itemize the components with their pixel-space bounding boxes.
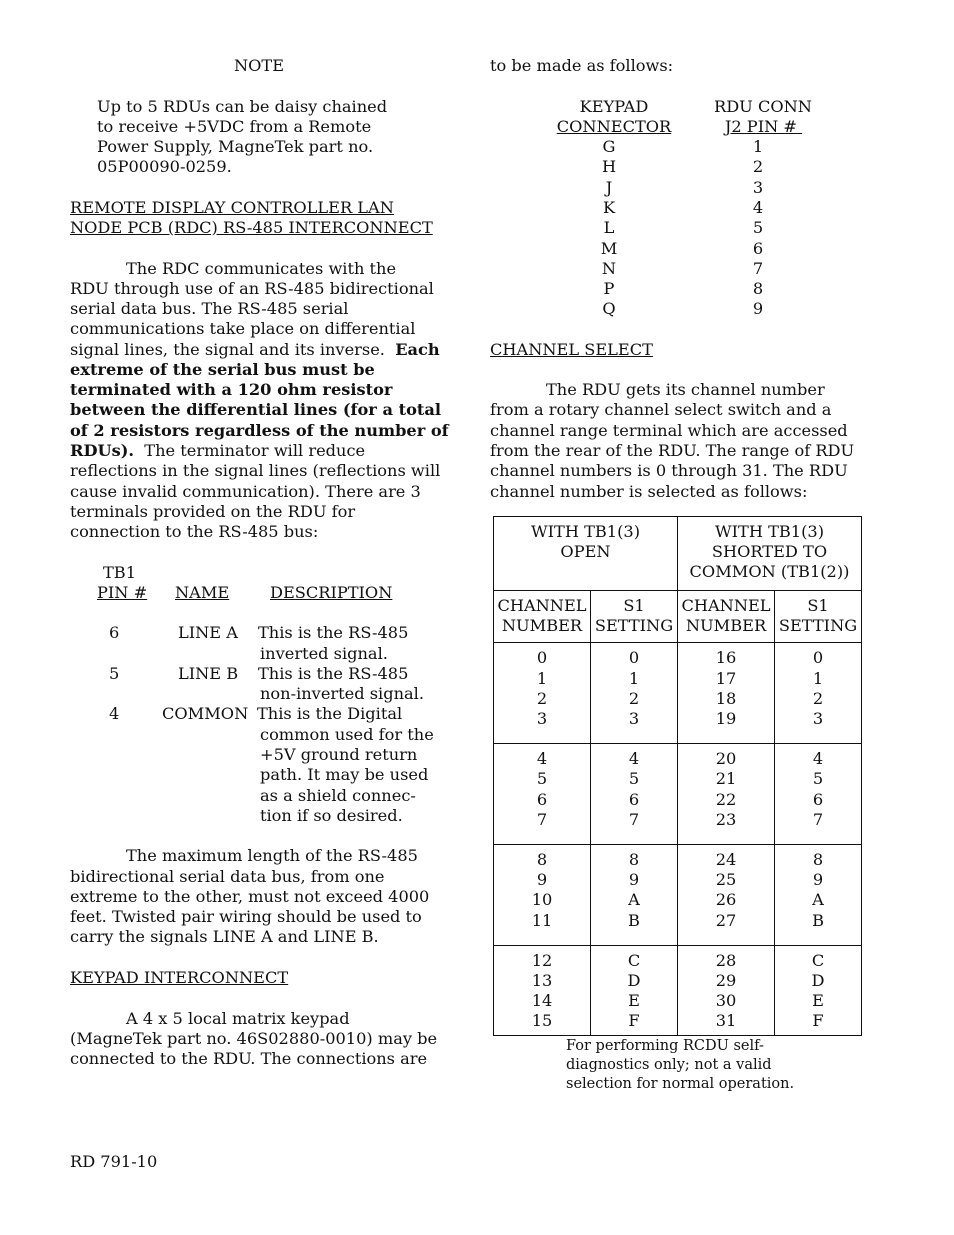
- channel-value: 24: [715, 850, 737, 870]
- keypad-connector-cell: Q: [602, 299, 616, 319]
- channel-para-line: channel numbers is 0 through 31. The RDU: [490, 461, 848, 480]
- channel-value: 9: [536, 870, 548, 890]
- header-line: WITH TB1(3): [715, 522, 825, 541]
- channel-value: 1: [628, 668, 640, 688]
- rdc-para-bold-line: extreme of the serial bus must be: [70, 360, 375, 379]
- tb1-name: LINE B: [178, 664, 239, 683]
- channel-number-open-cell: [494, 643, 591, 744]
- channel-value: 7: [536, 809, 548, 829]
- channel-value: 20: [715, 749, 737, 769]
- channel-value: A: [628, 890, 640, 910]
- rdc-para-text: signal lines, the signal and its inverse.: [70, 340, 396, 359]
- channel-value: 29: [715, 971, 737, 991]
- channel-value: 13: [531, 971, 553, 991]
- rdc-para-line: serial data bus. The RS-485 serial: [70, 299, 349, 318]
- channel-table-group-header-row: [494, 517, 862, 591]
- rdc-para-bold-line: of 2 resistors regardless of the number of: [70, 421, 449, 440]
- keypad-connector-cell: H: [601, 157, 617, 177]
- channel-value: 4: [812, 749, 824, 769]
- footnote-line: For performing RCDU self-: [566, 1038, 764, 1054]
- channel-value: 31: [715, 1011, 737, 1031]
- s1-setting-open-cell: [591, 945, 678, 1035]
- tb1-pin: 6: [109, 623, 120, 642]
- s1-setting-shorted-cell: [775, 643, 862, 744]
- channel-value: 21: [715, 769, 737, 789]
- channel-value: 0: [628, 648, 640, 668]
- channel-number-open-cell: [494, 744, 591, 845]
- channel-value: 5: [812, 769, 824, 789]
- s1-setting-shorted-cell: [775, 945, 862, 1035]
- max-para-line: extreme to the other, must not exceed 4000: [70, 887, 430, 906]
- channel-value: 1: [812, 668, 824, 688]
- channel-table-subheader-row: [494, 591, 862, 643]
- rdu-pin-cell: 5: [752, 218, 764, 238]
- max-para-line: carry the signals LINE A and LINE B.: [70, 927, 379, 946]
- rdc-para-bold-line: between the differential lines (for a total: [70, 400, 441, 419]
- rdc-para-bold-text: Each: [395, 340, 440, 359]
- keypad-connector-cell: P: [603, 279, 615, 299]
- channel-value: 16: [715, 648, 737, 668]
- tb1-desc-line: non-inverted signal.: [260, 684, 424, 703]
- channel-number-shorted-cell: [678, 744, 775, 845]
- channel-value: 18: [715, 688, 737, 708]
- subheader-line: S1: [623, 596, 645, 615]
- keypad-col1-header: KEYPAD: [579, 97, 649, 116]
- keypad-connector-cell: K: [602, 197, 616, 217]
- group-shorted-header: [678, 517, 862, 591]
- keypad-para-line: (MagneTek part no. 46S02880-0010) may be: [70, 1029, 438, 1048]
- rdu-pin-cell: 7: [752, 258, 764, 278]
- tb1-desc-line: as a shield connec-: [260, 786, 416, 805]
- channel-para-line: channel number is selected as follows:: [490, 482, 808, 501]
- tb1-name: COMMON: [162, 704, 249, 723]
- channel-value: E: [812, 991, 824, 1011]
- channel-value: 8: [812, 850, 824, 870]
- note-line: Power Supply, MagneTek part no.: [97, 137, 374, 156]
- note-title: NOTE: [234, 56, 285, 75]
- channel-value: 6: [628, 789, 640, 809]
- channel-value: 1: [536, 668, 548, 688]
- s1-setting-open-cell: [591, 744, 678, 845]
- subheader-line: CHANNEL: [497, 596, 587, 615]
- s1-setting-shorted-cell: [775, 744, 862, 845]
- channel-value: 26: [715, 890, 737, 910]
- channel-value: 6: [812, 789, 824, 809]
- subheader-line: SETTING: [594, 616, 674, 636]
- channel-value: 2: [812, 688, 824, 708]
- channel-number-shorted-cell: [678, 945, 775, 1035]
- channel-value: 6: [536, 789, 548, 809]
- channel-value: 27: [715, 910, 737, 930]
- subheader-cell: [494, 591, 591, 643]
- subheader-line: NUMBER: [501, 616, 583, 636]
- channel-value: 7: [628, 809, 640, 829]
- rdu-pin-cell: 9: [752, 299, 764, 319]
- rdc-para-text: The terminator will reduce: [134, 441, 366, 460]
- channel-number-shorted-cell: [678, 643, 775, 744]
- rdc-para-line-mixed: [70, 441, 365, 461]
- rdu-pin-cell: 8: [752, 279, 764, 299]
- intro-line: to be made as follows:: [490, 56, 674, 75]
- channel-value: C: [811, 950, 825, 970]
- channel-value: F: [812, 1011, 824, 1031]
- channel-number-shorted-cell: [678, 845, 775, 946]
- channel-value: A: [812, 890, 824, 910]
- tb1-desc-line: This is the RS-485: [258, 664, 409, 683]
- tb1-desc-line: +5V ground return: [260, 745, 418, 764]
- channel-para-line: channel range terminal which are accessed: [490, 421, 848, 440]
- keypad-connector-cell: N: [601, 258, 617, 278]
- tb1-pin: 4: [109, 704, 120, 723]
- channel-value: D: [811, 971, 825, 991]
- rdc-para-line: reflections in the signal lines (reflections will: [70, 461, 441, 480]
- channel-value: 5: [628, 769, 640, 789]
- rdc-heading-line: REMOTE DISPLAY CONTROLLER LAN: [70, 198, 394, 217]
- channel-value: 10: [531, 890, 553, 910]
- rdc-para-bold-text: RDUs).: [70, 441, 135, 460]
- max-para-line: The maximum length of the RS-485: [126, 846, 418, 865]
- keypad-connector-cell: G: [602, 137, 616, 156]
- channel-value: 11: [531, 910, 553, 930]
- channel-value: 4: [536, 749, 548, 769]
- channel-number-open-cell: [494, 845, 591, 946]
- tb1-desc-line: inverted signal.: [260, 644, 388, 663]
- rdu-pin-cell: 2: [752, 157, 764, 177]
- header-line: OPEN: [560, 542, 611, 562]
- max-para-line: feet. Twisted pair wiring should be used to: [70, 907, 422, 926]
- subheader-line: NUMBER: [685, 616, 767, 636]
- rdu-pin-cell: 6: [752, 238, 764, 258]
- channel-value: 30: [715, 991, 737, 1011]
- channel-select-table: [493, 516, 862, 1036]
- keypad-col2-header: J2 PIN #: [724, 117, 803, 136]
- channel-value: 25: [715, 870, 737, 890]
- channel-value: 19: [715, 709, 737, 729]
- rdc-para-line: connection to the RS-485 bus:: [70, 522, 319, 541]
- tb1-pin: 5: [109, 664, 120, 683]
- channel-value: 22: [715, 789, 737, 809]
- tb1-desc-line: This is the Digital: [257, 704, 403, 723]
- channel-value: 28: [715, 950, 737, 970]
- rdc-para-line-mixed: [70, 340, 440, 360]
- channel-value: 23: [715, 809, 737, 829]
- tb1-header-pin: PIN #: [97, 583, 148, 602]
- s1-setting-open-cell: [591, 643, 678, 744]
- header-line: COMMON (TB1(2)): [689, 562, 850, 582]
- keypad-para-line: A 4 x 5 local matrix keypad: [126, 1009, 350, 1028]
- rdu-pin-cell: 4: [752, 197, 764, 217]
- channel-value: 7: [812, 809, 824, 829]
- keypad-col1-header: CONNECTOR: [556, 117, 672, 136]
- channel-block-row: [494, 845, 862, 946]
- channel-value: 2: [628, 688, 640, 708]
- channel-para-line: from a rotary channel select switch and a: [490, 400, 832, 419]
- channel-value: 5: [536, 769, 548, 789]
- tb1-desc-line: tion if so desired.: [260, 806, 403, 825]
- keypad-connector-cell: J: [605, 177, 613, 197]
- keypad-para-line: connected to the RDU. The connections are: [70, 1049, 428, 1068]
- s1-setting-shorted-cell: [775, 845, 862, 946]
- tb1-desc-line: This is the RS-485: [258, 623, 409, 642]
- rdc-para-line: RDU through use of an RS-485 bidirectional: [70, 279, 434, 298]
- channel-value: 9: [628, 870, 640, 890]
- keypad-col2-header: RDU CONN: [714, 97, 812, 116]
- channel-value: 9: [812, 870, 824, 890]
- tb1-header-name: NAME: [175, 583, 230, 602]
- channel-value: D: [627, 971, 641, 991]
- channel-value: 3: [812, 709, 824, 729]
- keypad-connector-cell: L: [603, 218, 615, 238]
- channel-value: 8: [536, 850, 548, 870]
- rdu-pin-cell: 3: [752, 177, 764, 197]
- keypad-heading: KEYPAD INTERCONNECT: [70, 968, 289, 987]
- page-footer: RD 791-10: [70, 1152, 158, 1171]
- tb1-header-tb1: TB1: [103, 563, 136, 582]
- group-open-header: [494, 517, 678, 591]
- channel-para-line: from the rear of the RDU. The range of RDU: [490, 441, 855, 460]
- subheader-line: S1: [807, 596, 829, 615]
- channel-value: C: [627, 950, 641, 970]
- channel-value: 15: [531, 1011, 553, 1031]
- rdc-heading-line: NODE PCB (RDC) RS-485 INTERCONNECT: [70, 218, 433, 237]
- rdc-para-line: terminals provided on the RDU for: [70, 502, 356, 521]
- note-line: to receive +5VDC from a Remote: [97, 117, 372, 136]
- channel-number-open-cell: [494, 945, 591, 1035]
- rdc-para-line: cause invalid communication). There are 3: [70, 482, 421, 501]
- channel-value: B: [812, 910, 824, 930]
- channel-value: E: [628, 991, 640, 1011]
- channel-value: 17: [715, 668, 737, 688]
- footnote-line: selection for normal operation.: [566, 1076, 795, 1092]
- channel-value: 0: [812, 648, 824, 668]
- channel-heading: CHANNEL SELECT: [490, 340, 653, 359]
- channel-block-row: [494, 744, 862, 845]
- channel-value: 8: [628, 850, 640, 870]
- channel-value: 3: [536, 709, 548, 729]
- channel-value: 12: [531, 950, 553, 970]
- subheader-line: SETTING: [778, 616, 858, 636]
- channel-block-row: [494, 643, 862, 744]
- tb1-desc-line: path. It may be used: [260, 765, 429, 784]
- rdc-para-bold-line: terminated with a 120 ohm resistor: [70, 380, 393, 399]
- footnote-line: diagnostics only; not a valid: [566, 1057, 772, 1073]
- channel-value: 2: [536, 688, 548, 708]
- channel-value: 3: [628, 709, 640, 729]
- channel-value: 0: [536, 648, 548, 668]
- note-line: Up to 5 RDUs can be daisy chained: [97, 97, 388, 116]
- subheader-line: CHANNEL: [681, 596, 771, 615]
- subheader-cell: [775, 591, 862, 643]
- rdu-pin-cell: 1: [752, 137, 764, 156]
- subheader-cell: [591, 591, 678, 643]
- max-para-line: bidirectional serial data bus, from one: [70, 867, 385, 886]
- channel-value: 14: [531, 991, 553, 1011]
- keypad-connector-cell: M: [600, 238, 618, 258]
- channel-para-line: The RDU gets its channel number: [546, 380, 825, 399]
- channel-block-row: [494, 945, 862, 1035]
- channel-value: B: [628, 910, 640, 930]
- subheader-cell: [678, 591, 775, 643]
- s1-setting-open-cell: [591, 845, 678, 946]
- header-line: WITH TB1(3): [531, 522, 641, 541]
- rdc-para-line: The RDC communicates with the: [126, 259, 397, 278]
- rdc-para-line: communications take place on differential: [70, 319, 416, 338]
- channel-value: 4: [628, 749, 640, 769]
- channel-value: F: [628, 1011, 640, 1031]
- tb1-name: LINE A: [178, 623, 238, 642]
- tb1-desc-line: common used for the: [260, 725, 434, 744]
- header-line: SHORTED TO: [711, 542, 828, 562]
- tb1-header-description: DESCRIPTION: [270, 583, 393, 602]
- note-line: 05P00090-0259.: [97, 157, 232, 176]
- channel-table-body: [494, 643, 862, 1035]
